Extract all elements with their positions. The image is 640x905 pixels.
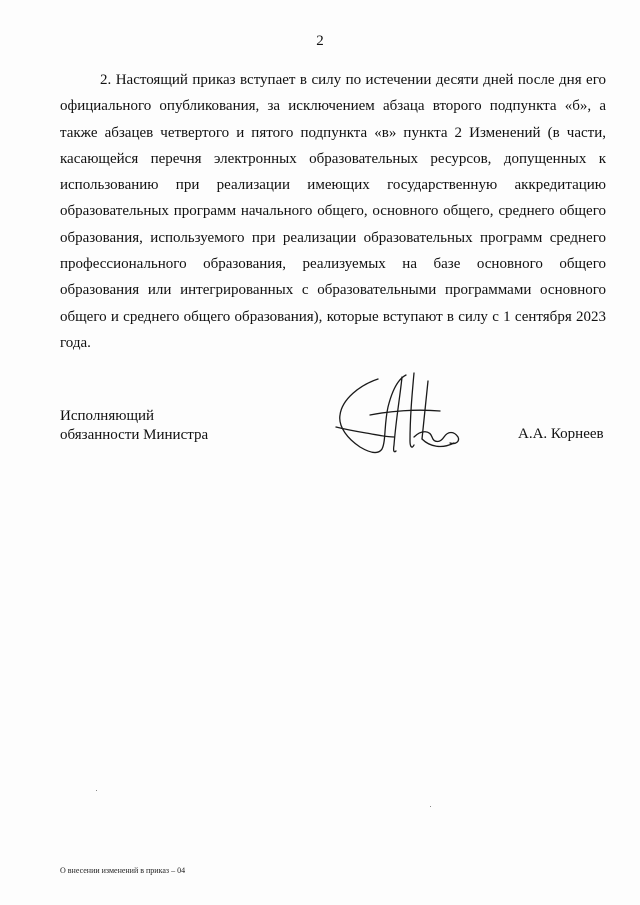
page-number: 2 [316, 33, 324, 49]
signatory-title-line-1: Исполняющий [60, 408, 155, 424]
scan-speck [430, 806, 431, 807]
scan-speck [96, 790, 97, 791]
signatory-title-line-2: обязанности Министра [60, 427, 209, 443]
handwritten-signature [330, 367, 470, 467]
signatory-title [60, 407, 280, 445]
footer-note: О внесении изменений в приказ – 04 [60, 866, 186, 875]
main-paragraph: 2. Настоящий приказ вступает в силу по истечении десяти дней после дня его официального опубликования, за исключением абзаца второго подпункта «б», а также абзацев четвертого и пятого подпункта «в» пункта 2 Изменений (в части, касающейся перечня электронных образовательных ресурсов, допущенных к использованию при реализации имеющих государственную аккредитацию образовательных программ начального общего, основного общего, среднего общего образования, используемого при реализации образовательных программ среднего профессионального образования, реализуемых на базе основного общего образования или интегрированных с образовательными программами основного общего и среднего общего образования), которые вступают в силу с 1 сентября 2023 года. [60, 72, 606, 351]
signer-name: А.А. Корнеев [518, 426, 604, 442]
